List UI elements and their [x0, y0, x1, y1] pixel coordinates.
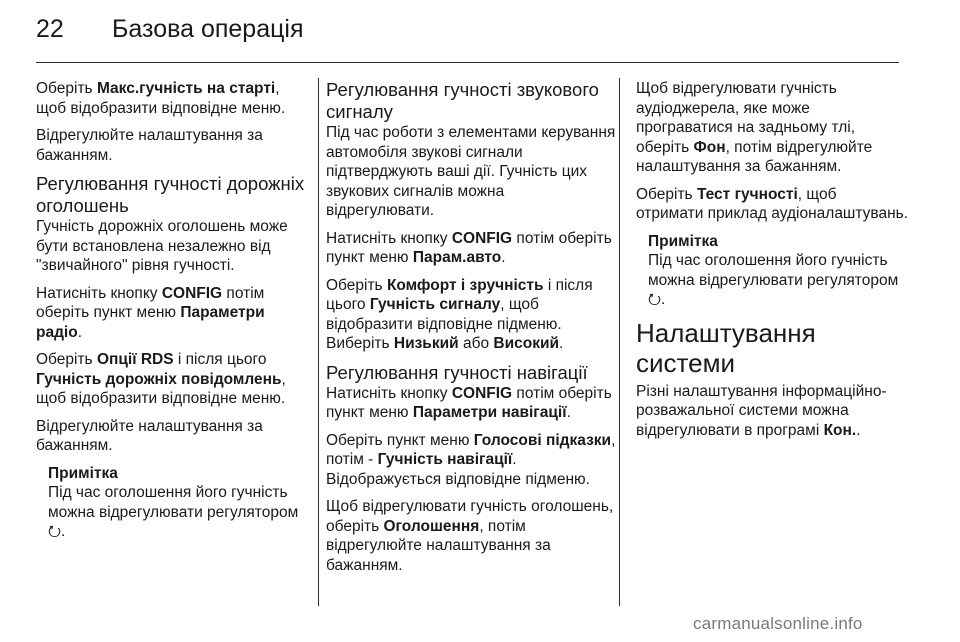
text: Оберіть [36, 80, 97, 97]
text: , потім відрегулюйте налаштування за бажанням. [636, 138, 873, 175]
text: потім оберіть пункт меню [36, 284, 265, 321]
text: потім оберіть пункт меню [326, 384, 612, 421]
section-heading-large: Налаштування системи [636, 317, 816, 378]
paragraph [36, 350, 308, 409]
text: , потім відрегулюйте налаштування за бажанням. [326, 517, 551, 574]
column-2 [326, 79, 616, 583]
menu-item-reference: Фон [693, 138, 726, 156]
button-reference: CONFIG [451, 384, 513, 402]
paragraph [36, 284, 308, 343]
text: потім оберіть пункт меню [326, 229, 612, 266]
button-reference: CONFIG [451, 229, 513, 247]
menu-item-reference: Макс.гучність на старті [96, 80, 276, 97]
text: Різні налаштування інформаційно-розважальної системи можна відрегулювати в програмі [636, 382, 887, 439]
option-reference: Низький [393, 335, 459, 352]
column-1 [36, 79, 308, 550]
text: Натисніть кнопку [326, 229, 452, 247]
menu-item-reference: Гучність сигналу [369, 296, 501, 313]
column-divider-2 [619, 78, 620, 606]
text: Оберіть [36, 351, 97, 368]
column-3 [636, 79, 908, 448]
text: , щоб отримати приклад аудіоналаштувань. [636, 185, 909, 222]
text: . [501, 249, 506, 266]
text: і після цього [326, 276, 593, 313]
note-title: Примітка [48, 464, 118, 482]
note [48, 464, 308, 542]
text: . [77, 323, 83, 341]
menu-item-reference: Кон. [823, 421, 857, 439]
note-text: Під час оголошення його гучність можна відрегулювати регулятором ⭮. [48, 484, 299, 540]
text: Натисніть кнопку [326, 384, 452, 402]
text: Щоб відрегулювати гучність аудіоджерела, яке може програватися на задньому тлі, оберіть [636, 80, 856, 156]
paragraph: Відрегулюйте налаштування за бажанням. [36, 417, 263, 454]
text: Щоб відрегулювати гучність оголошень, оберіть [326, 498, 614, 535]
menu-item-reference: Оголошення [383, 517, 480, 535]
text: , щоб відобразити відповідне меню. [36, 370, 286, 407]
text: , щоб відобразити відповідне меню. [36, 80, 286, 117]
text: . [566, 404, 571, 421]
text: Оберіть [636, 185, 697, 203]
paragraph: Відрегулюйте налаштування за бажанням. [36, 127, 263, 164]
paragraph: Під час роботи з елементами керування автомобіля звукові сигнали підтверджують ваші дії. Гучність цих звукових сигналів можна відрегулювати. [326, 124, 616, 219]
text: Оберіть пункт меню [326, 431, 474, 449]
text: , потім - [326, 431, 616, 468]
menu-item-reference: Гучність навігації [377, 451, 513, 468]
option-reference: Високий [493, 335, 560, 352]
page-number: 22 [36, 15, 64, 43]
menu-item-reference: Тест гучності [696, 185, 798, 203]
button-reference: CONFIG [161, 284, 223, 302]
menu-item-reference: Парам.авто [412, 249, 502, 266]
text: і після цього [173, 351, 267, 368]
section-heading: Регулювання гучності навігації [326, 361, 588, 383]
menu-item-reference: Параметри радіо [36, 304, 265, 341]
watermark: carmanualsonline.info [693, 614, 863, 633]
paragraph [326, 431, 616, 490]
paragraph [326, 276, 616, 354]
paragraph [326, 229, 616, 268]
menu-item-reference: Гучність дорожніх повідомлень [36, 370, 282, 388]
page-title: Базова операція [112, 15, 304, 43]
paragraph [636, 382, 908, 441]
text: , щоб відобразити відповідне підменю. Виберіть [326, 296, 562, 352]
text: . [856, 421, 861, 439]
note-title: Примітка [648, 232, 718, 250]
menu-item-reference: Комфорт і зручність [386, 276, 544, 294]
menu-item-reference: Параметри навігації [412, 404, 567, 421]
note [648, 232, 908, 310]
section-heading: Регулювання гучності звукового сигналу [326, 79, 599, 122]
column-divider-1 [318, 78, 319, 606]
text: Натисніть кнопку [36, 284, 162, 302]
paragraph [636, 185, 908, 224]
paragraph: Гучність дорожніх оголошень може бути встановлена незалежно від "звичайного" рівня гучності. [36, 218, 288, 274]
section-heading: Регулювання гучності дорожніх оголошень [36, 173, 305, 216]
text: . [559, 335, 564, 352]
paragraph [326, 497, 616, 575]
text: Оберіть [326, 276, 387, 294]
menu-item-reference: Голосові підказки [473, 431, 612, 449]
menu-item-reference: Опції RDS [96, 351, 174, 368]
header-divider [36, 62, 899, 63]
paragraph [636, 79, 908, 177]
text: . Відображується відповідне підменю. [326, 451, 590, 488]
paragraph [36, 79, 308, 118]
note-text: Під час оголошення його гучність можна відрегулювати регулятором ⭮. [648, 252, 899, 308]
text: або [458, 335, 494, 352]
paragraph [326, 384, 616, 423]
